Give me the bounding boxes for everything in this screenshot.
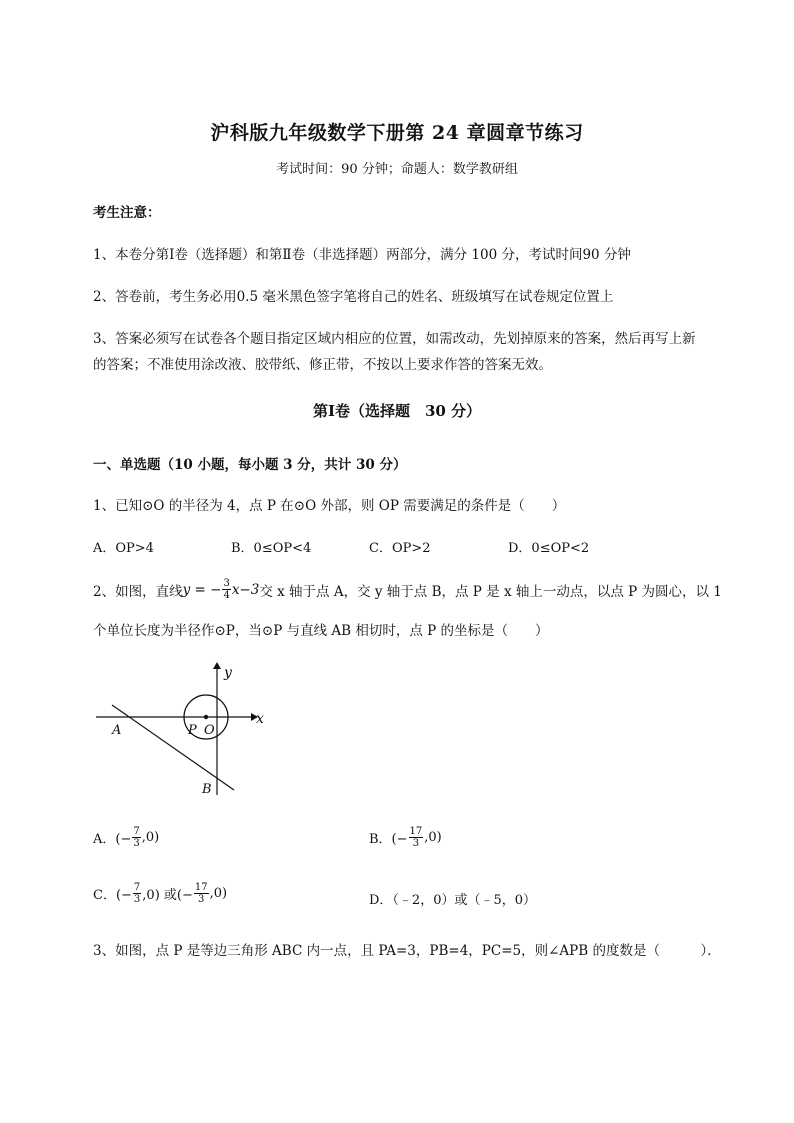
fraction-denominator: 4 bbox=[223, 590, 230, 601]
notice-item-2: 2、答卷前，考生务必用0.5 毫米黑色签字笔将自己的姓名、班级填写在试卷规定位置上 bbox=[93, 289, 614, 305]
question-2-stem bbox=[93, 578, 722, 601]
fraction-denominator: 3 bbox=[133, 838, 140, 849]
option-b-prefix: B．(− bbox=[369, 832, 408, 847]
question-1-option-b: B．0≤OP<4 bbox=[231, 541, 312, 556]
question-2-equation-lhs: y = − bbox=[182, 581, 222, 598]
fraction-denominator: 3 bbox=[133, 894, 141, 905]
option-b-fraction bbox=[409, 826, 424, 849]
line-ab bbox=[112, 705, 234, 790]
question-1-stem: 1、已知⊙O 的半径为 4，点 P 在⊙O 外部，则 OP 需要满足的条件是（ ） bbox=[93, 498, 566, 514]
fraction-denominator: 3 bbox=[412, 838, 420, 849]
question-2-option-b bbox=[369, 826, 442, 849]
question-1-option-c: C．OP>2 bbox=[369, 541, 431, 556]
label-a: A bbox=[112, 723, 122, 738]
question-2-option-c bbox=[93, 882, 227, 905]
label-x: x bbox=[256, 711, 264, 727]
option-c-middle: ,0) 或(− bbox=[142, 888, 193, 903]
question-2-figure bbox=[88, 660, 278, 800]
option-c-fraction-2 bbox=[194, 882, 209, 905]
notice-heading: 考生注意： bbox=[93, 205, 161, 221]
question-1-option-a: A．OP>4 bbox=[93, 541, 154, 556]
question-2-option-d: D．（﹣2，0）或（﹣5，0） bbox=[369, 893, 537, 908]
question-2-stem-post: 交 x 轴于点 A，交 y 轴于点 B，点 P 是 x 轴上一动点，以点 P 为圆心，以 1 bbox=[259, 583, 722, 600]
question-2-equation-rhs: x−3 bbox=[231, 581, 260, 598]
exam-info: 考试时间：90 分钟；命题人：数学教研组 bbox=[276, 162, 518, 177]
y-axis-arrow bbox=[213, 662, 221, 669]
fraction-numerator: 7 bbox=[133, 882, 141, 893]
option-a-fraction bbox=[132, 826, 140, 849]
question-2-stem-pre: 2、如图，直线 bbox=[93, 583, 183, 600]
label-o: O bbox=[204, 723, 215, 738]
section-title: 第Ⅰ卷（选择题 30 分） bbox=[312, 402, 482, 420]
fraction-numerator: 17 bbox=[409, 826, 423, 837]
question-1-option-d: D．0≤OP<2 bbox=[508, 541, 590, 556]
fraction-numerator: 3 bbox=[223, 578, 230, 589]
notice-item-3-line-2: 的答案；不准使用涂改液、胶带纸、修正带，不按以上要求作答的答案无效。 bbox=[93, 357, 552, 373]
part-heading: 一、单选题（10 小题，每小题 3 分，共计 30 分） bbox=[93, 457, 407, 473]
option-b-suffix: ,0) bbox=[424, 830, 442, 845]
fraction-numerator: 17 bbox=[194, 882, 208, 893]
fraction-denominator: 3 bbox=[198, 894, 205, 905]
question-2-option-a bbox=[93, 826, 159, 849]
question-3-stem: 3、如图，点 P 是等边三角形 ABC 内一点，且 PA=3，PB=4，PC=5，则∠APB 的度数是（ ）． bbox=[93, 943, 721, 959]
page-title: 沪科版九年级数学下册第 24 章圆章节练习 bbox=[210, 122, 584, 144]
point-p bbox=[204, 715, 208, 719]
label-y: y bbox=[224, 665, 232, 681]
option-c-prefix: C．(− bbox=[93, 888, 132, 903]
option-c-fraction-1 bbox=[133, 882, 141, 905]
fraction-numerator: 7 bbox=[133, 826, 140, 837]
option-c-suffix: ,0) bbox=[209, 886, 228, 901]
option-a-suffix: ,0) bbox=[141, 830, 160, 845]
notice-item-1: 1、本卷分第Ⅰ卷（选择题）和第Ⅱ卷（非选择题）两部分，满分 100 分，考试时间90 分钟 bbox=[93, 247, 631, 263]
label-b: B bbox=[202, 782, 212, 797]
label-p: P bbox=[188, 723, 197, 738]
notice-item-3-line-1: 3、答案必须写在试卷各个题目指定区域内相应的位置，如需改动，先划掉原来的答案，然后再写上新 bbox=[93, 331, 696, 347]
question-2-stem-line-2: 个单位长度为半径作⊙P，当⊙P 与直线 AB 相切时，点 P 的坐标是（ ） bbox=[93, 623, 549, 639]
question-2-equation-fraction bbox=[222, 578, 230, 601]
option-a-prefix: A．(− bbox=[93, 832, 132, 847]
